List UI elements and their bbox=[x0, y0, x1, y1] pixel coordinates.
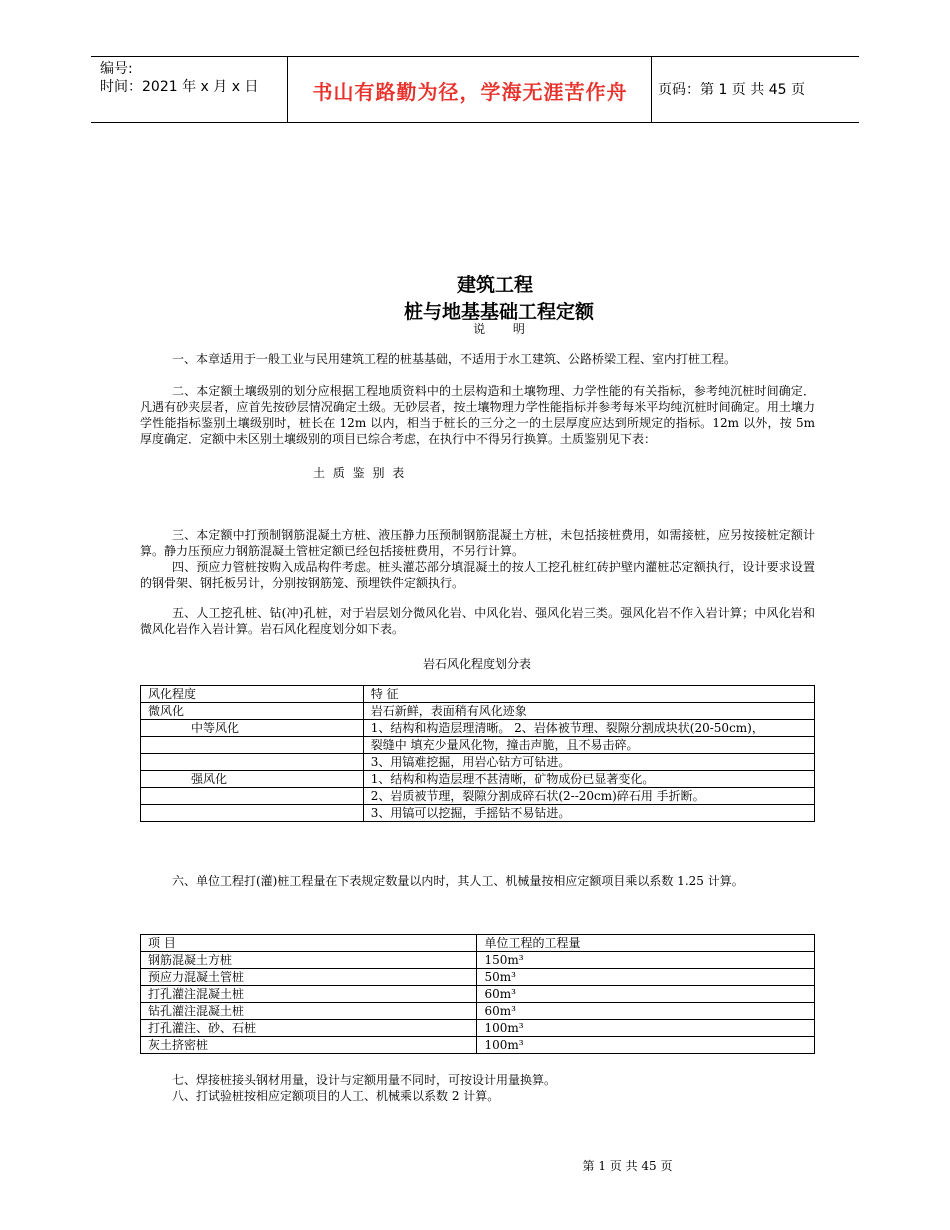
table-row bbox=[141, 1020, 815, 1037]
table-cell: 预应力混凝土管桩 bbox=[141, 969, 477, 986]
table-cell: 钻孔灌注混凝土桩 bbox=[141, 1003, 477, 1020]
paragraph-4: 四、预应力管桩按购入成品构件考虑。桩头灌芯部分填混凝土的按人工挖孔桩红砖护壁内灌桩芯定额执行，设计要求设置的钢骨架、钢托板另计，分别按钢筋笼、预埋铁件定额执行。 bbox=[140, 560, 815, 590]
table-cell: 岩石新鲜，表面稍有风化迹象 bbox=[363, 703, 814, 720]
table-header-cell: 单位工程的工程量 bbox=[477, 935, 815, 952]
paragraph-1: 一、本章适用于一般工业与民用建筑工程的桩基基础，不适用于水工建筑、公路桥梁工程、室内打桩工程。 bbox=[172, 352, 737, 366]
subtitle-char-2: 明 bbox=[512, 322, 525, 336]
table-cell bbox=[141, 788, 364, 805]
paragraph-3: 三、本定额中打预制钢筋混凝土方桩、液压静力压预制钢筋混凝土方桩，未包括接桩费用，如需接桩，应另按接桩定额计算。静力压预应力钢筋混凝土管桩定额已经包括接桩费用，不另行计算。 bbox=[140, 528, 815, 558]
header-divider-left bbox=[287, 57, 288, 122]
table-cell bbox=[141, 754, 364, 771]
header-divider-right bbox=[651, 57, 652, 122]
table-header-cell: 项 目 bbox=[141, 935, 477, 952]
table-cell: 强风化 bbox=[141, 771, 364, 788]
paragraph-2: 二、本定额土壤级别的划分应根据工程地质资料中的土层构造和土壤物理、力学性能的有关指标，参考纯沉桩时间确定．凡遇有砂夹层者，应首先按砂层情况确定土级。无砂层者，按土壤物理力学性能指标并参考每米平均纯沉桩时间确定。用土壤力学性能指标鉴别土壤级别时，桩长在 12m 以内，相当于桩长的三分之一的土层厚度应达到所规定的指标。12m 以外，按 5m 厚度确定．定额中未区别土壤级别的项目已综合考虑，在执行中不得另行换算。土质鉴别见下表： bbox=[140, 384, 815, 446]
table-row bbox=[141, 952, 815, 969]
table-cell: 1、结构和构造层理清晰。 2、岩体被节理、裂隙分割成块状(20-50cm)， bbox=[363, 720, 814, 737]
table-header-cell: 特 征 bbox=[363, 686, 814, 703]
table-header-row bbox=[141, 935, 815, 952]
table-cell: 打孔灌注混凝土桩 bbox=[141, 986, 477, 1003]
table-cell: 1、结构和构造层理不甚清晰，矿物成份已显著变化。 bbox=[363, 771, 814, 788]
doc-title-line1: 建筑工程 bbox=[456, 274, 533, 296]
doc-number-label: 编号: bbox=[100, 61, 133, 77]
table-row bbox=[141, 703, 815, 720]
table-header-row bbox=[141, 686, 815, 703]
table-cell: 打孔灌注、砂、石桩 bbox=[141, 1020, 477, 1037]
doc-title-line2: 桩与地基基础工程定额 bbox=[403, 301, 594, 323]
soil-table-title: 土 质 鉴 别 表 bbox=[313, 466, 407, 480]
table-row bbox=[141, 788, 815, 805]
table-row bbox=[141, 771, 815, 788]
table-cell: 60m³ bbox=[477, 986, 815, 1003]
paragraph-5: 五、人工挖孔桩、钻(冲)孔桩，对于岩层划分微风化岩、中风化岩、强风化岩三类。强风化岩不作入岩计算；中风化岩和微风化岩作入岩计算。岩石风化程度划分如下表。 bbox=[140, 606, 815, 636]
paragraph-7: 七、焊接桩接头钢材用量，设计与定额用量不同时，可按设计用量换算。 bbox=[172, 1073, 557, 1087]
table-cell: 60m³ bbox=[477, 1003, 815, 1020]
paragraph-6: 六、单位工程打(灌)桩工程量在下表规定数量以内时，其人工、机械量按相应定额项目乘以系数 1.25 计算。 bbox=[172, 874, 744, 888]
table-cell: 3、用镐可以挖掘，手摇钻不易钻进。 bbox=[363, 805, 814, 822]
header-info bbox=[100, 60, 258, 96]
table-row bbox=[141, 720, 815, 737]
rock-table-title: 岩石风化程度划分表 bbox=[423, 657, 532, 671]
paragraph-8: 八、打试验桩按相应定额项目的人工、机械乘以系数 2 计算。 bbox=[172, 1089, 500, 1103]
table-cell: 3、用镐难挖掘，用岩心钻方可钻进。 bbox=[363, 754, 814, 771]
header-page-label: 页码：第 1 页 共 45 页 bbox=[658, 82, 805, 98]
table-row bbox=[141, 737, 815, 754]
table-cell: 150m³ bbox=[477, 952, 815, 969]
header-motto: 书山有路勤为径，学海无涯苦作舟 bbox=[312, 80, 628, 104]
table-cell: 裂缝中 填充少量风化物，撞击声脆，且不易击碎。 bbox=[363, 737, 814, 754]
header-bottom-rule bbox=[91, 122, 859, 123]
table-row bbox=[141, 754, 815, 771]
table-cell: 灰土挤密桩 bbox=[141, 1037, 477, 1054]
page-footer: 第 1 页 共 45 页 bbox=[582, 1159, 673, 1173]
table-row bbox=[141, 1003, 815, 1020]
table-cell bbox=[141, 737, 364, 754]
table-cell bbox=[141, 805, 364, 822]
doc-subtitle bbox=[0, 320, 950, 337]
table-cell: 钢筋混凝土方桩 bbox=[141, 952, 477, 969]
subtitle-char-1: 说 bbox=[473, 322, 486, 336]
table-cell: 50m³ bbox=[477, 969, 815, 986]
table-row bbox=[141, 986, 815, 1003]
table-cell: 中等风化 bbox=[141, 720, 364, 737]
pile-quantity-table bbox=[140, 934, 815, 1054]
table-cell: 2、岩质被节理，裂隙分割成碎石状(2--20cm)碎石用 手折断。 bbox=[363, 788, 814, 805]
table-cell: 100m³ bbox=[477, 1037, 815, 1054]
table-row bbox=[141, 969, 815, 986]
doc-time-label: 时间：2021 年 x 月 x 日 bbox=[100, 79, 259, 95]
rock-weathering-table bbox=[140, 685, 815, 822]
table-header-cell: 风化程度 bbox=[141, 686, 364, 703]
table-row bbox=[141, 1037, 815, 1054]
table-cell: 微风化 bbox=[141, 703, 364, 720]
table-cell: 100m³ bbox=[477, 1020, 815, 1037]
table-row bbox=[141, 805, 815, 822]
header-top-rule bbox=[91, 56, 859, 57]
